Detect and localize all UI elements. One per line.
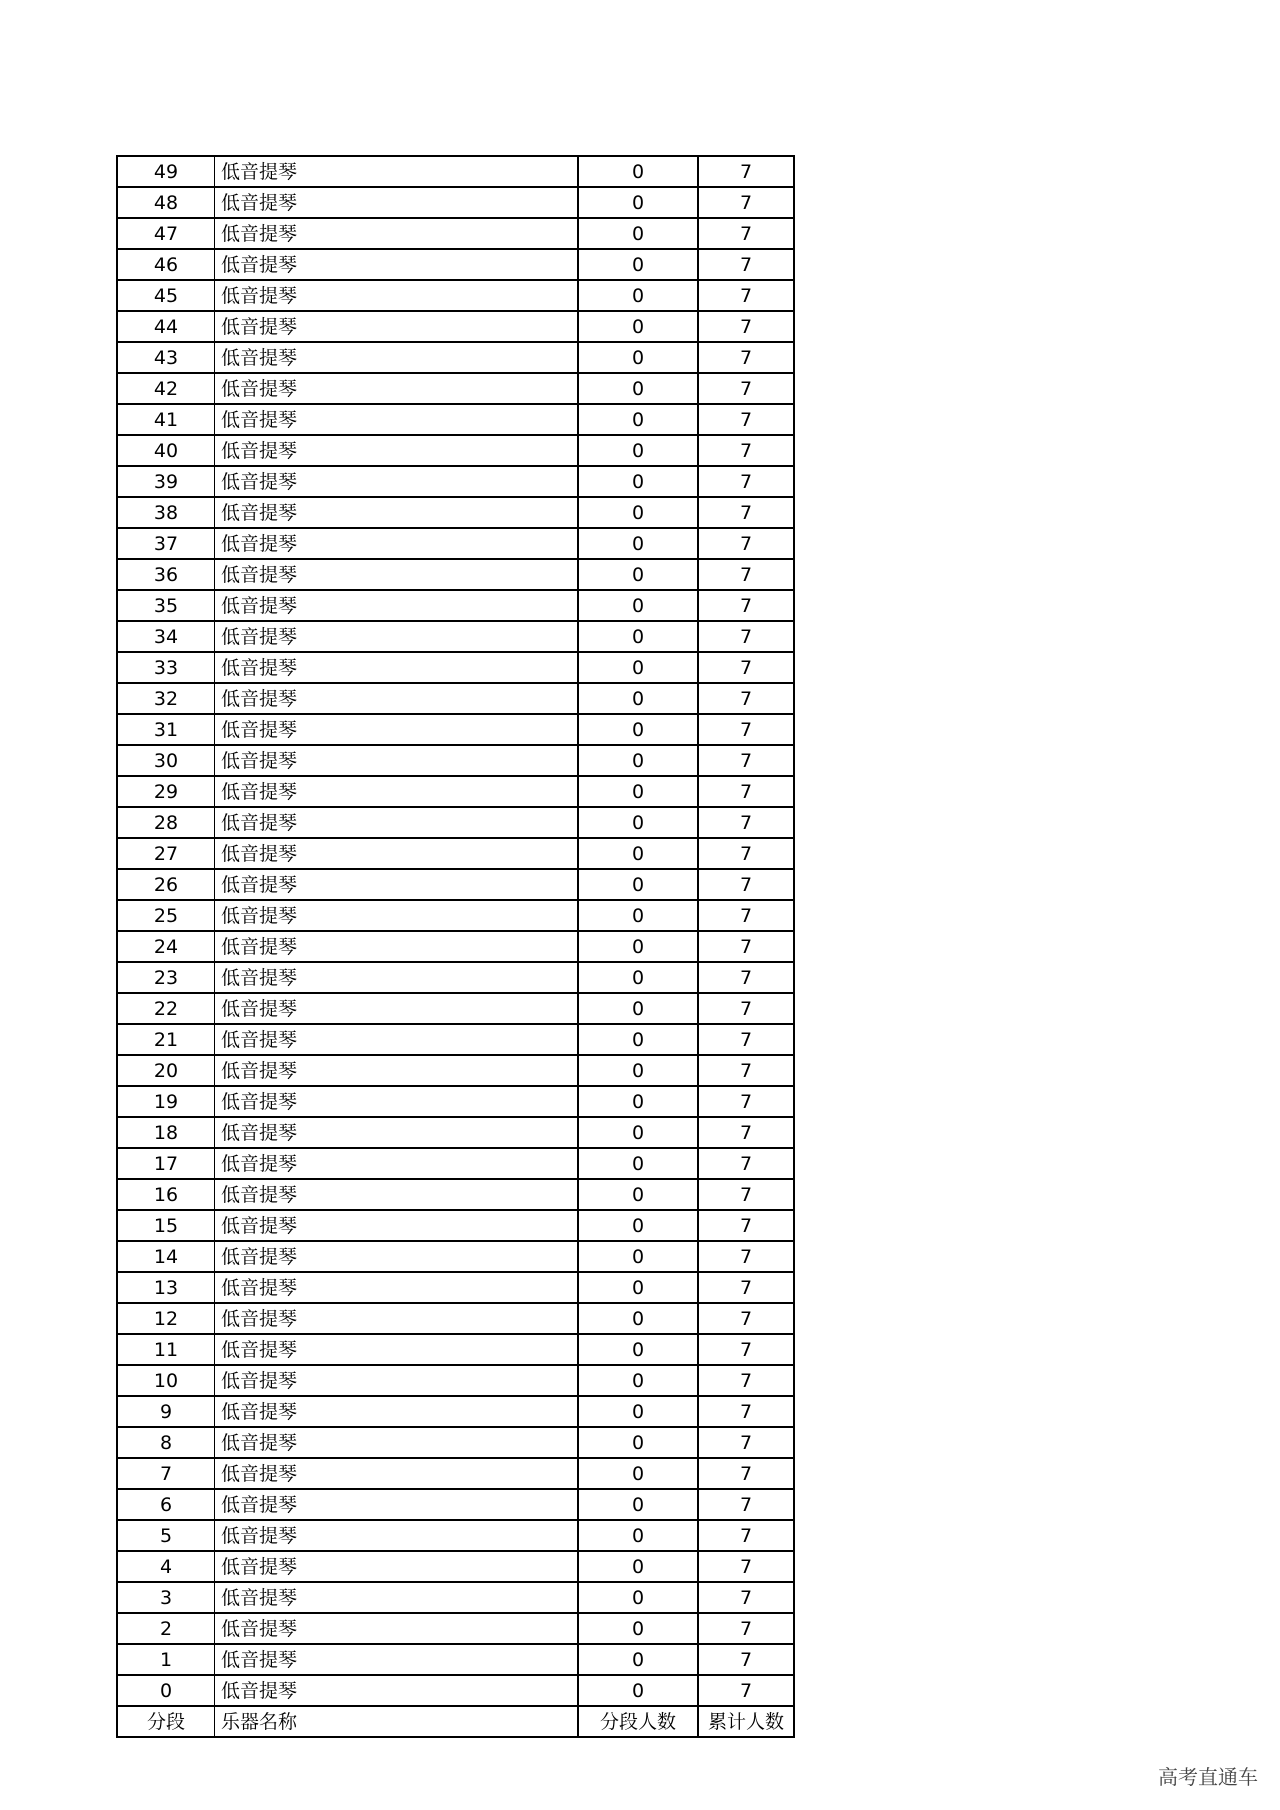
cumulative-cell: 7 — [698, 590, 794, 621]
segment-cell: 23 — [117, 962, 215, 993]
instrument-cell: 低音提琴 — [215, 807, 579, 838]
table-row — [117, 1086, 794, 1117]
table-row — [117, 1272, 794, 1303]
instrument-cell: 低音提琴 — [215, 621, 579, 652]
table-row — [117, 683, 794, 714]
table-row — [117, 1675, 794, 1706]
table-row — [117, 1396, 794, 1427]
table-row — [117, 1303, 794, 1334]
table-row — [117, 838, 794, 869]
segment-cell: 47 — [117, 218, 215, 249]
segment-cell: 16 — [117, 1179, 215, 1210]
count-cell: 0 — [578, 1334, 698, 1365]
count-cell: 0 — [578, 218, 698, 249]
instrument-cell: 低音提琴 — [215, 1117, 579, 1148]
count-cell: 0 — [578, 373, 698, 404]
instrument-cell: 低音提琴 — [215, 1086, 579, 1117]
count-cell: 0 — [578, 280, 698, 311]
cumulative-cell: 7 — [698, 156, 794, 187]
count-cell: 0 — [578, 1427, 698, 1458]
table-row — [117, 342, 794, 373]
cumulative-cell: 7 — [698, 559, 794, 590]
segment-cell: 38 — [117, 497, 215, 528]
cumulative-cell: 7 — [698, 311, 794, 342]
count-cell: 0 — [578, 187, 698, 218]
instrument-cell: 低音提琴 — [215, 249, 579, 280]
instrument-cell: 低音提琴 — [215, 1675, 579, 1706]
table-row — [117, 1613, 794, 1644]
count-cell: 0 — [578, 1117, 698, 1148]
cumulative-cell: 7 — [698, 1613, 794, 1644]
instrument-cell: 低音提琴 — [215, 1148, 579, 1179]
count-cell: 0 — [578, 683, 698, 714]
table-row — [117, 280, 794, 311]
instrument-cell: 低音提琴 — [215, 311, 579, 342]
table-row — [117, 497, 794, 528]
table-row — [117, 1334, 794, 1365]
table-row — [117, 745, 794, 776]
count-cell: 0 — [578, 1613, 698, 1644]
segment-cell: 7 — [117, 1458, 215, 1489]
table-row — [117, 1055, 794, 1086]
table-row — [117, 1210, 794, 1241]
count-cell: 0 — [578, 1582, 698, 1613]
cumulative-cell: 7 — [698, 249, 794, 280]
score-table — [116, 155, 795, 1738]
cumulative-cell: 7 — [698, 342, 794, 373]
segment-cell: 1 — [117, 1644, 215, 1675]
cumulative-cell: 7 — [698, 1551, 794, 1582]
instrument-cell: 低音提琴 — [215, 528, 579, 559]
score-table-footer — [117, 1706, 794, 1737]
table-footer-row — [117, 1706, 794, 1737]
table-row — [117, 187, 794, 218]
instrument-cell: 低音提琴 — [215, 993, 579, 1024]
instrument-cell: 低音提琴 — [215, 1613, 579, 1644]
table-row — [117, 156, 794, 187]
instrument-cell: 低音提琴 — [215, 156, 579, 187]
footer-segment-label: 分段 — [117, 1706, 215, 1737]
count-cell: 0 — [578, 1365, 698, 1396]
segment-cell: 19 — [117, 1086, 215, 1117]
count-cell: 0 — [578, 900, 698, 931]
table-row — [117, 869, 794, 900]
cumulative-cell: 7 — [698, 187, 794, 218]
segment-cell: 39 — [117, 466, 215, 497]
table-row — [117, 962, 794, 993]
segment-cell: 21 — [117, 1024, 215, 1055]
count-cell: 0 — [578, 404, 698, 435]
segment-cell: 10 — [117, 1365, 215, 1396]
instrument-cell: 低音提琴 — [215, 776, 579, 807]
count-cell: 0 — [578, 1520, 698, 1551]
cumulative-cell: 7 — [698, 1303, 794, 1334]
instrument-cell: 低音提琴 — [215, 1458, 579, 1489]
segment-cell: 40 — [117, 435, 215, 466]
count-cell: 0 — [578, 838, 698, 869]
count-cell: 0 — [578, 1055, 698, 1086]
table-row — [117, 218, 794, 249]
instrument-cell: 低音提琴 — [215, 900, 579, 931]
table-row — [117, 559, 794, 590]
table-row — [117, 1117, 794, 1148]
cumulative-cell: 7 — [698, 1179, 794, 1210]
instrument-cell: 低音提琴 — [215, 218, 579, 249]
table-row — [117, 528, 794, 559]
count-cell: 0 — [578, 466, 698, 497]
segment-cell: 27 — [117, 838, 215, 869]
cumulative-cell: 7 — [698, 1427, 794, 1458]
count-cell: 0 — [578, 993, 698, 1024]
cumulative-cell: 7 — [698, 807, 794, 838]
instrument-cell: 低音提琴 — [215, 1520, 579, 1551]
cumulative-cell: 7 — [698, 1675, 794, 1706]
table-row — [117, 1520, 794, 1551]
segment-cell: 36 — [117, 559, 215, 590]
count-cell: 0 — [578, 621, 698, 652]
cumulative-cell: 7 — [698, 1396, 794, 1427]
table-row — [117, 1179, 794, 1210]
instrument-cell: 低音提琴 — [215, 373, 579, 404]
footer-instrument-label: 乐器名称 — [215, 1706, 579, 1737]
cumulative-cell: 7 — [698, 962, 794, 993]
table-row — [117, 1582, 794, 1613]
segment-cell: 33 — [117, 652, 215, 683]
instrument-cell: 低音提琴 — [215, 1024, 579, 1055]
instrument-cell: 低音提琴 — [215, 1055, 579, 1086]
cumulative-cell: 7 — [698, 931, 794, 962]
table-row — [117, 931, 794, 962]
cumulative-cell: 7 — [698, 435, 794, 466]
cumulative-cell: 7 — [698, 280, 794, 311]
count-cell: 0 — [578, 1675, 698, 1706]
segment-cell: 24 — [117, 931, 215, 962]
count-cell: 0 — [578, 1179, 698, 1210]
count-cell: 0 — [578, 249, 698, 280]
watermark-text: 高考直通车 — [1158, 1765, 1258, 1789]
table-row — [117, 621, 794, 652]
cumulative-cell: 7 — [698, 1334, 794, 1365]
instrument-cell: 低音提琴 — [215, 404, 579, 435]
table-row — [117, 1427, 794, 1458]
count-cell: 0 — [578, 528, 698, 559]
instrument-cell: 低音提琴 — [215, 683, 579, 714]
segment-cell: 42 — [117, 373, 215, 404]
table-row — [117, 1365, 794, 1396]
cumulative-cell: 7 — [698, 466, 794, 497]
segment-cell: 12 — [117, 1303, 215, 1334]
count-cell: 0 — [578, 497, 698, 528]
segment-cell: 44 — [117, 311, 215, 342]
count-cell: 0 — [578, 1241, 698, 1272]
segment-cell: 25 — [117, 900, 215, 931]
instrument-cell: 低音提琴 — [215, 1551, 579, 1582]
count-cell: 0 — [578, 1148, 698, 1179]
segment-cell: 35 — [117, 590, 215, 621]
instrument-cell: 低音提琴 — [215, 1241, 579, 1272]
cumulative-cell: 7 — [698, 652, 794, 683]
segment-cell: 31 — [117, 714, 215, 745]
instrument-cell: 低音提琴 — [215, 1427, 579, 1458]
table-row — [117, 311, 794, 342]
count-cell: 0 — [578, 342, 698, 373]
cumulative-cell: 7 — [698, 838, 794, 869]
cumulative-cell: 7 — [698, 900, 794, 931]
segment-cell: 15 — [117, 1210, 215, 1241]
cumulative-cell: 7 — [698, 528, 794, 559]
segment-cell: 45 — [117, 280, 215, 311]
instrument-cell: 低音提琴 — [215, 280, 579, 311]
segment-cell: 20 — [117, 1055, 215, 1086]
cumulative-cell: 7 — [698, 1210, 794, 1241]
instrument-cell: 低音提琴 — [215, 1582, 579, 1613]
count-cell: 0 — [578, 559, 698, 590]
instrument-cell: 低音提琴 — [215, 869, 579, 900]
segment-cell: 32 — [117, 683, 215, 714]
count-cell: 0 — [578, 652, 698, 683]
cumulative-cell: 7 — [698, 869, 794, 900]
instrument-cell: 低音提琴 — [215, 714, 579, 745]
segment-cell: 14 — [117, 1241, 215, 1272]
count-cell: 0 — [578, 1086, 698, 1117]
instrument-cell: 低音提琴 — [215, 497, 579, 528]
count-cell: 0 — [578, 1551, 698, 1582]
cumulative-cell: 7 — [698, 497, 794, 528]
segment-cell: 3 — [117, 1582, 215, 1613]
cumulative-cell: 7 — [698, 1241, 794, 1272]
cumulative-cell: 7 — [698, 993, 794, 1024]
segment-cell: 41 — [117, 404, 215, 435]
segment-cell: 9 — [117, 1396, 215, 1427]
count-cell: 0 — [578, 1024, 698, 1055]
cumulative-cell: 7 — [698, 1117, 794, 1148]
segment-cell: 28 — [117, 807, 215, 838]
cumulative-cell: 7 — [698, 1644, 794, 1675]
cumulative-cell: 7 — [698, 776, 794, 807]
cumulative-cell: 7 — [698, 404, 794, 435]
table-row — [117, 1241, 794, 1272]
cumulative-cell: 7 — [698, 1520, 794, 1551]
segment-cell: 30 — [117, 745, 215, 776]
count-cell: 0 — [578, 1210, 698, 1241]
cumulative-cell: 7 — [698, 373, 794, 404]
segment-cell: 48 — [117, 187, 215, 218]
instrument-cell: 低音提琴 — [215, 1644, 579, 1675]
segment-cell: 8 — [117, 1427, 215, 1458]
count-cell: 0 — [578, 311, 698, 342]
table-row — [117, 1458, 794, 1489]
table-row — [117, 776, 794, 807]
segment-cell: 43 — [117, 342, 215, 373]
cumulative-cell: 7 — [698, 1148, 794, 1179]
cumulative-cell: 7 — [698, 621, 794, 652]
cumulative-cell: 7 — [698, 714, 794, 745]
instrument-cell: 低音提琴 — [215, 1396, 579, 1427]
instrument-cell: 低音提琴 — [215, 435, 579, 466]
table-row — [117, 1644, 794, 1675]
instrument-cell: 低音提琴 — [215, 187, 579, 218]
count-cell: 0 — [578, 435, 698, 466]
count-cell: 0 — [578, 1489, 698, 1520]
cumulative-cell: 7 — [698, 1024, 794, 1055]
segment-cell: 22 — [117, 993, 215, 1024]
footer-count-label: 分段人数 — [578, 1706, 698, 1737]
table-row — [117, 1024, 794, 1055]
count-cell: 0 — [578, 962, 698, 993]
table-row — [117, 807, 794, 838]
instrument-cell: 低音提琴 — [215, 931, 579, 962]
table-row — [117, 900, 794, 931]
segment-cell: 6 — [117, 1489, 215, 1520]
cumulative-cell: 7 — [698, 683, 794, 714]
instrument-cell: 低音提琴 — [215, 1210, 579, 1241]
table-row — [117, 404, 794, 435]
table-row — [117, 466, 794, 497]
cumulative-cell: 7 — [698, 1086, 794, 1117]
segment-cell: 46 — [117, 249, 215, 280]
instrument-cell: 低音提琴 — [215, 342, 579, 373]
instrument-cell: 低音提琴 — [215, 652, 579, 683]
instrument-cell: 低音提琴 — [215, 1334, 579, 1365]
segment-cell: 5 — [117, 1520, 215, 1551]
segment-cell: 18 — [117, 1117, 215, 1148]
count-cell: 0 — [578, 776, 698, 807]
segment-cell: 0 — [117, 1675, 215, 1706]
instrument-cell: 低音提琴 — [215, 1365, 579, 1396]
cumulative-cell: 7 — [698, 218, 794, 249]
table-row — [117, 714, 794, 745]
segment-cell: 37 — [117, 528, 215, 559]
count-cell: 0 — [578, 714, 698, 745]
cumulative-cell: 7 — [698, 745, 794, 776]
table-row — [117, 1551, 794, 1582]
segment-cell: 29 — [117, 776, 215, 807]
instrument-cell: 低音提琴 — [215, 1179, 579, 1210]
footer-cumulative-label: 累计人数 — [698, 1706, 794, 1737]
segment-cell: 2 — [117, 1613, 215, 1644]
count-cell: 0 — [578, 807, 698, 838]
count-cell: 0 — [578, 1303, 698, 1334]
instrument-cell: 低音提琴 — [215, 1303, 579, 1334]
instrument-cell: 低音提琴 — [215, 1272, 579, 1303]
table-row — [117, 249, 794, 280]
count-cell: 0 — [578, 156, 698, 187]
instrument-cell: 低音提琴 — [215, 559, 579, 590]
cumulative-cell: 7 — [698, 1489, 794, 1520]
table-row — [117, 993, 794, 1024]
segment-cell: 11 — [117, 1334, 215, 1365]
segment-cell: 49 — [117, 156, 215, 187]
segment-cell: 26 — [117, 869, 215, 900]
instrument-cell: 低音提琴 — [215, 590, 579, 621]
segment-cell: 34 — [117, 621, 215, 652]
table-row — [117, 652, 794, 683]
count-cell: 0 — [578, 1272, 698, 1303]
segment-cell: 17 — [117, 1148, 215, 1179]
score-table-body — [117, 156, 794, 1706]
segment-cell: 13 — [117, 1272, 215, 1303]
table-row — [117, 373, 794, 404]
instrument-cell: 低音提琴 — [215, 838, 579, 869]
instrument-cell: 低音提琴 — [215, 745, 579, 776]
cumulative-cell: 7 — [698, 1458, 794, 1489]
count-cell: 0 — [578, 1458, 698, 1489]
instrument-cell: 低音提琴 — [215, 466, 579, 497]
count-cell: 0 — [578, 931, 698, 962]
count-cell: 0 — [578, 745, 698, 776]
table-row — [117, 1148, 794, 1179]
count-cell: 0 — [578, 1396, 698, 1427]
table-row — [117, 1489, 794, 1520]
cumulative-cell: 7 — [698, 1055, 794, 1086]
table-row — [117, 590, 794, 621]
instrument-cell: 低音提琴 — [215, 1489, 579, 1520]
cumulative-cell: 7 — [698, 1272, 794, 1303]
count-cell: 0 — [578, 1644, 698, 1675]
segment-cell: 4 — [117, 1551, 215, 1582]
count-cell: 0 — [578, 869, 698, 900]
count-cell: 0 — [578, 590, 698, 621]
cumulative-cell: 7 — [698, 1582, 794, 1613]
table-row — [117, 435, 794, 466]
instrument-cell: 低音提琴 — [215, 962, 579, 993]
cumulative-cell: 7 — [698, 1365, 794, 1396]
